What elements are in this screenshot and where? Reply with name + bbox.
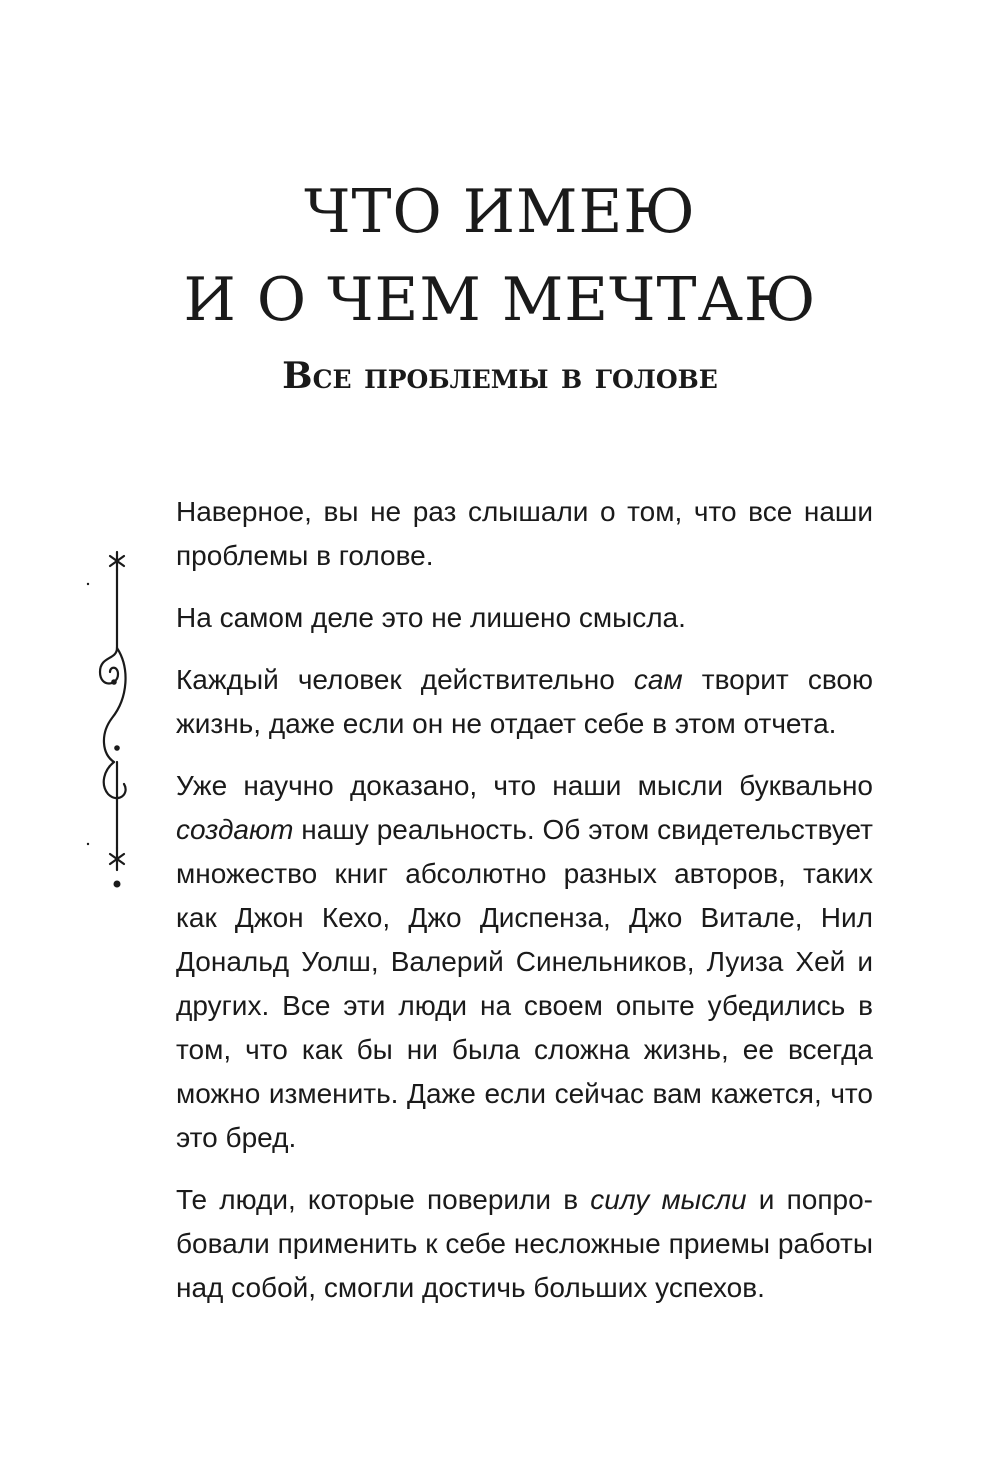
vertical-flourish-icon — [84, 548, 144, 898]
paragraph-4-text-a: Уже научно доказано, что наши мысли буквально — [176, 770, 873, 801]
paragraph-5-text-b: и попробовали применить к себе несложные приемы работы над собой, смогли достичь больших успехов. — [176, 1184, 873, 1303]
paragraph-5-emphasis: силу мысли — [590, 1184, 747, 1215]
paragraph-4-text-b: нашу реальность. Об этом свидетельствует множество книг абсолютно разных авторов, таких как Джон Кехо, Джо Диспенза, Джо Витале, Нил Дональд Уолш, Валерий Синельников, Луиза Хей и других. Все эти люди на своем опыте убедились в том, что как бы ни была сложна жизнь, ее всегда можно изменить. Даже если сейчас вам кажется, что это бред. — [176, 814, 873, 1153]
chapter-title-line-2: И О ЧЕМ МЕЧТАЮ — [183, 265, 817, 335]
paragraph-3-emphasis: сам — [633, 664, 683, 695]
paragraph-2: На самом деле это не лишено смысла. — [176, 602, 686, 633]
paragraph-3-text-b: творит свою жизнь, даже если он не отдает себе в этом отчета. — [176, 664, 873, 739]
body-text — [176, 490, 873, 1328]
paragraph-5 — [176, 1178, 873, 1310]
section-subtitle: Все проблемы в голове — [282, 355, 718, 397]
paragraph-3-text-a: Каждый человек действительно — [176, 664, 634, 695]
paragraph-3 — [176, 658, 873, 746]
paragraph-4 — [176, 764, 873, 1160]
chapter-title-line-1: ЧТО ИМЕЮ — [304, 177, 696, 247]
paragraph-1: Наверное, вы не раз слышали о том, что все наши проблемы в голове. — [176, 496, 873, 571]
chapter-title — [0, 168, 1000, 344]
paragraph-5-text-a: Те люди, которые поверили в — [176, 1184, 591, 1215]
paragraph-4-emphasis: создают — [176, 814, 294, 845]
